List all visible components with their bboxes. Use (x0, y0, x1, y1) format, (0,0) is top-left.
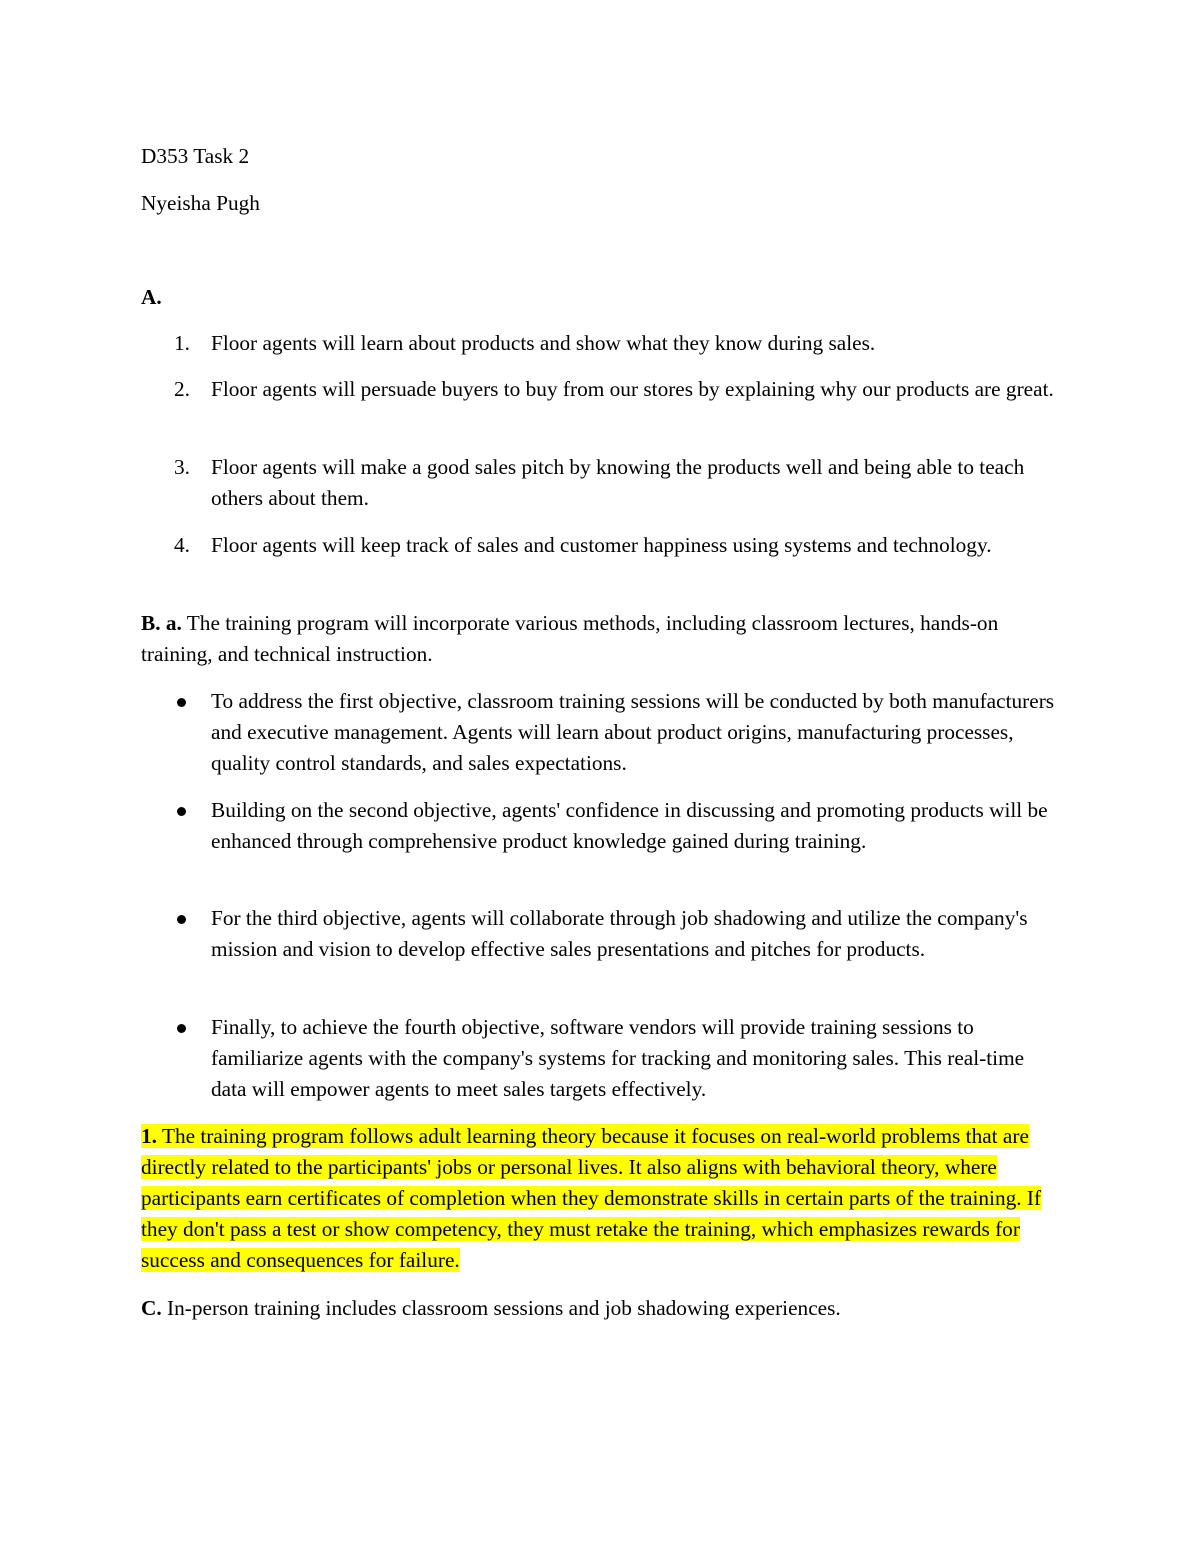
highlighted-text: The training program follows adult learning theory because it focuses on real-world problems that are directly related to the participants' jobs or personal lives. It also aligns with behavioral theory, where participants earn certificates of completion when they demonstrate skills in certain parts of the training. If they don't pass a test or show competency, they must retake the training, which emphasizes rewards for success and consequences for failure. (141, 1124, 1042, 1272)
section-a-heading: A. (141, 285, 162, 309)
bullet-dot (177, 915, 186, 924)
list-number: 1. (174, 331, 190, 355)
bullet-dot (177, 807, 186, 816)
list-number: 3. (174, 455, 190, 479)
section-b-intro (141, 608, 1061, 670)
bullet-dot (177, 698, 186, 707)
document-title: D353 Task 2 (141, 144, 250, 168)
section-b-label: B. a. (141, 611, 182, 635)
bullet-item-text: Building on the second objective, agents' confidence in discussing and promoting products will be enhanced through comprehensive product knowledge gained during training. (211, 798, 1048, 853)
author-name: Nyeisha Pugh (141, 191, 260, 215)
bullet-item (141, 686, 1061, 779)
bullet-item (141, 1012, 1061, 1105)
list-item (141, 452, 1061, 514)
section-c-label: C. (141, 1296, 162, 1320)
bullet-item (141, 795, 1061, 857)
bullet-item (141, 903, 1061, 965)
list-item-text: Floor agents will keep track of sales and customer happiness using systems and technology. (211, 533, 992, 557)
list-number: 2. (174, 377, 190, 401)
highlight-span (141, 1124, 1041, 1272)
list-item (141, 530, 1061, 561)
section-b-intro-text: The training program will incorporate various methods, including classroom lectures, hands-on training, and technical instruction. (141, 611, 999, 666)
list-item (141, 328, 1061, 359)
list-item-text: Floor agents will learn about products and show what they know during sales. (211, 331, 876, 355)
list-item-text: Floor agents will make a good sales pitch by knowing the products well and being able to teach others about them. (211, 455, 1025, 510)
bullet-dot (177, 1024, 186, 1033)
bullet-item-text: Finally, to achieve the fourth objective, software vendors will provide training sessions to familiarize agents with the company's systems for tracking and monitoring sales. This real-time data will empower agents to meet sales targets effectively. (211, 1015, 1025, 1101)
section-c-text: In-person training includes classroom sessions and job shadowing experiences. (167, 1296, 841, 1320)
highlighted-label: 1. (141, 1124, 157, 1148)
list-number: 4. (174, 533, 190, 557)
bullet-item-text: For the third objective, agents will collaborate through job shadowing and utilize the company's mission and vision to develop effective sales presentations and pitches for products. (211, 906, 1028, 961)
bullet-item-text: To address the first objective, classroom training sessions will be conducted by both manufacturers and executive management. Agents will learn about product origins, manufacturing processes, quality control standards, and sales expectations. (211, 689, 1055, 775)
list-item (141, 374, 1061, 405)
section-c-paragraph (141, 1293, 1061, 1324)
list-item-text: Floor agents will persuade buyers to buy from our stores by explaining why our products are great. (211, 377, 1054, 401)
highlighted-paragraph (141, 1121, 1061, 1276)
